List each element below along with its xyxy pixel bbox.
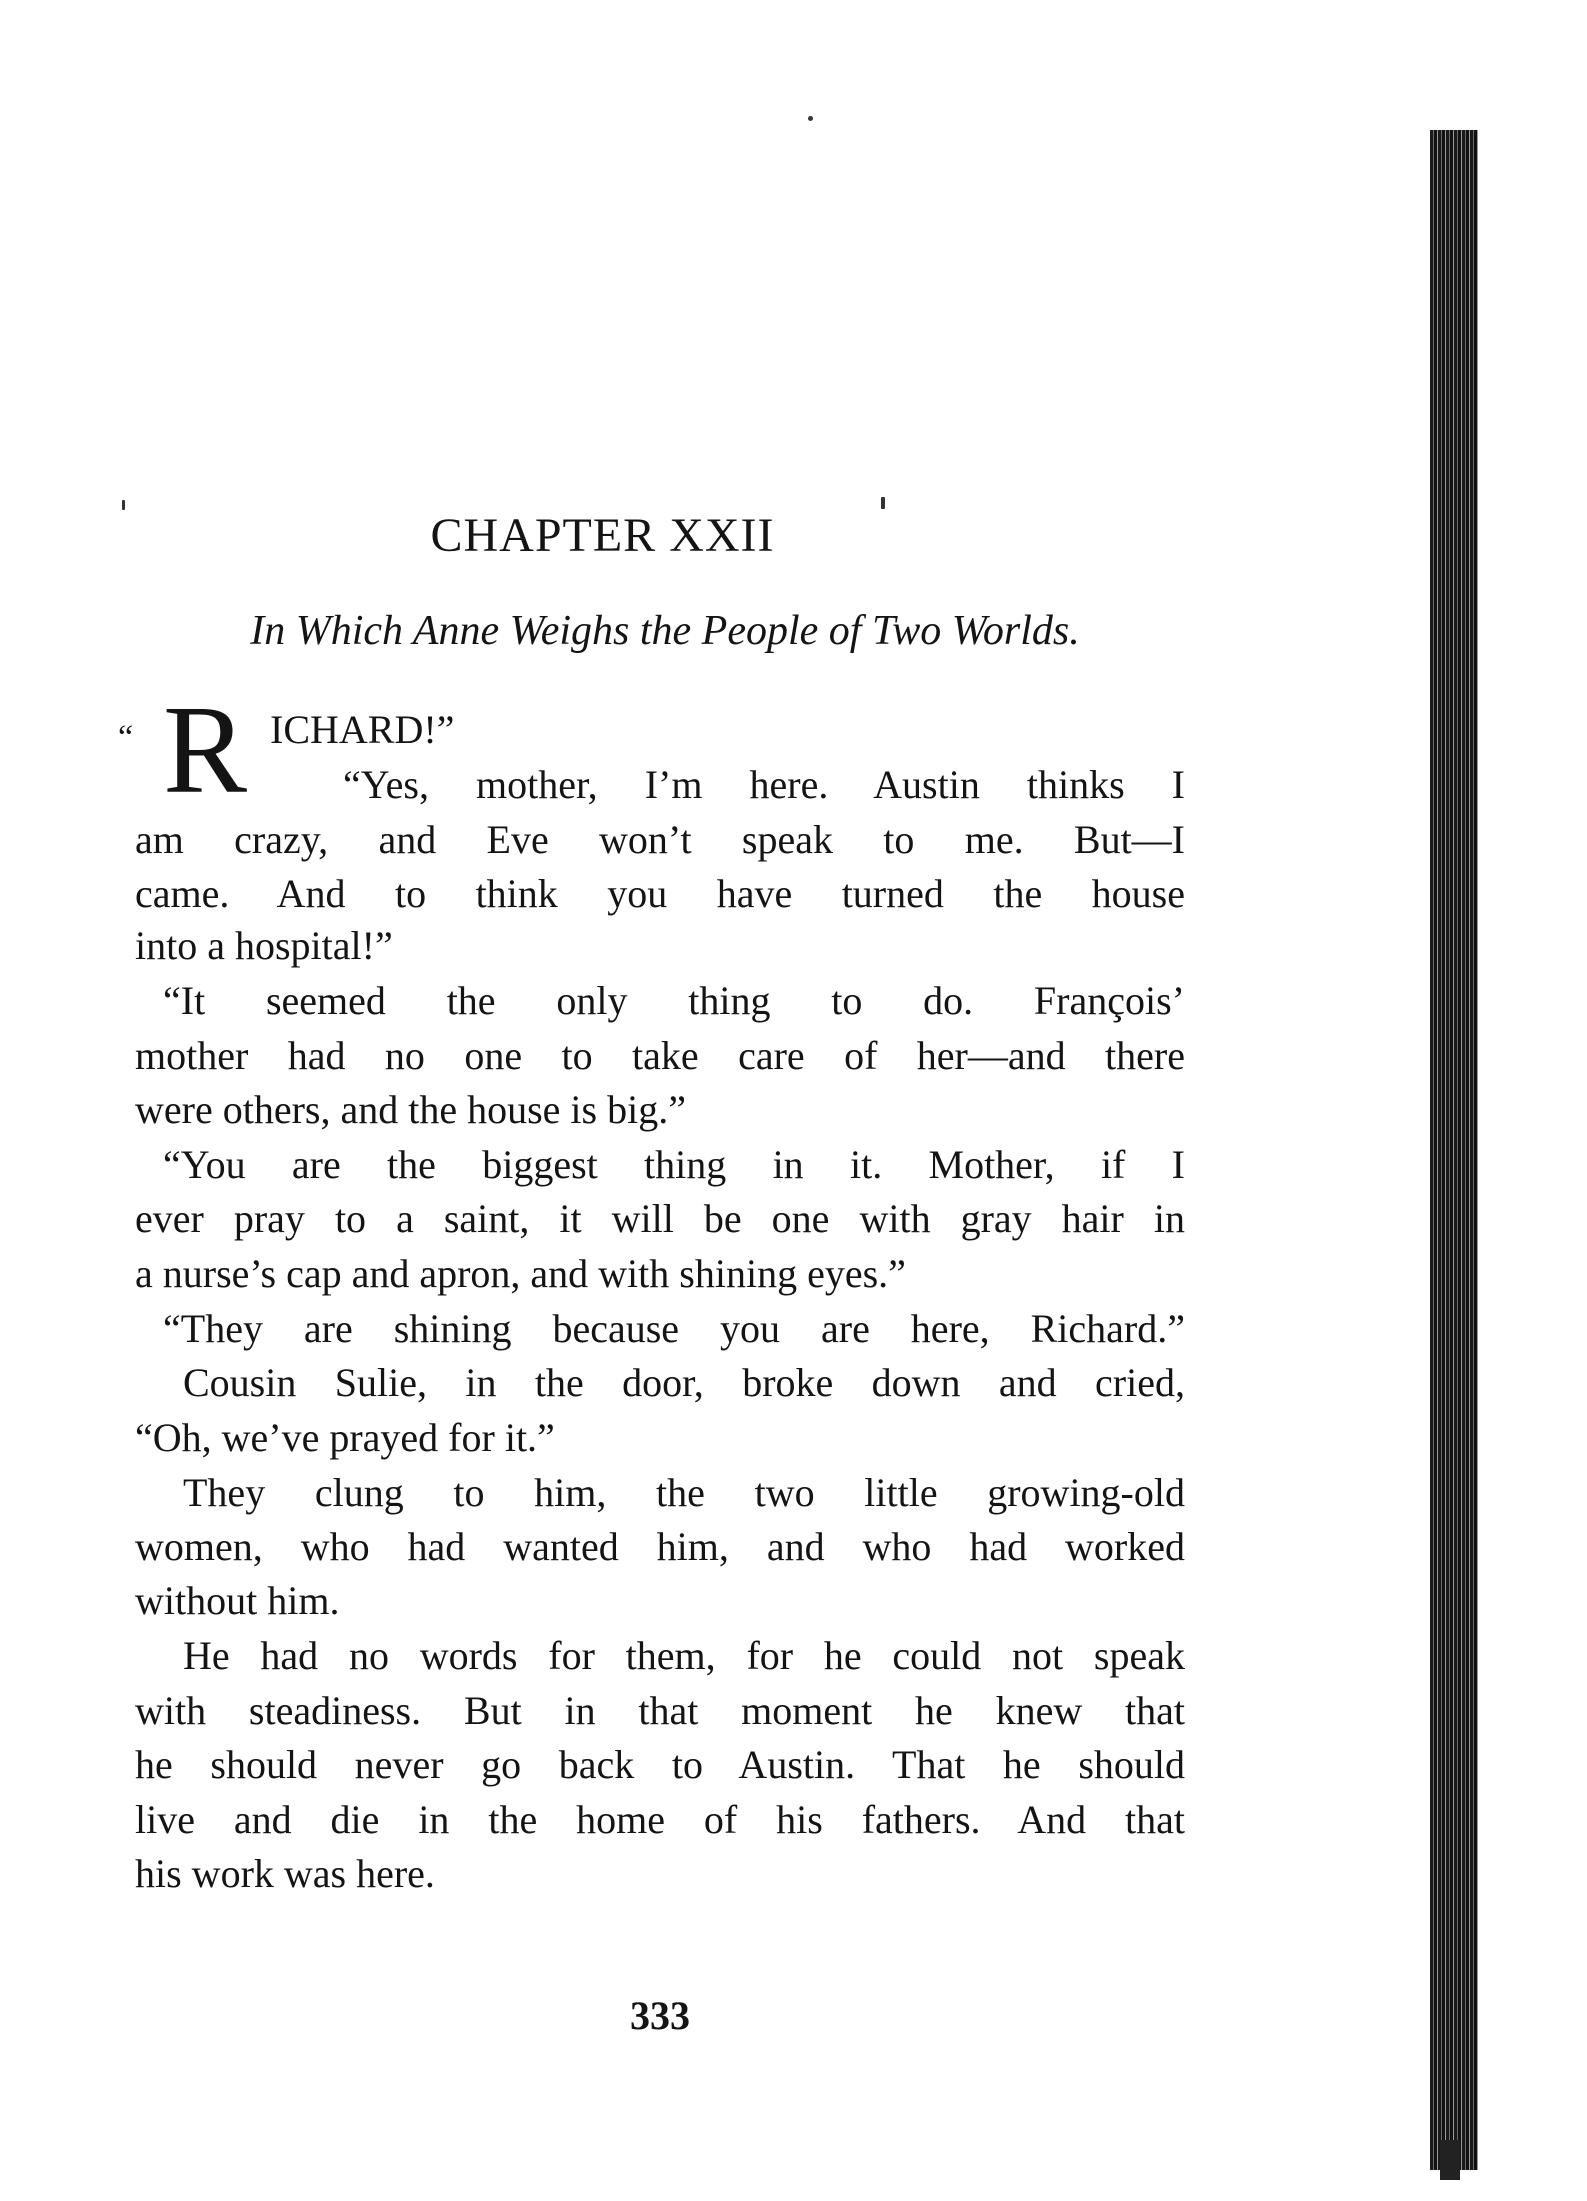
page-edge-shadow (1430, 130, 1478, 2170)
chapter-subtitle: In Which Anne Weighs the People of Two Worlds. (250, 608, 1080, 654)
text-line: “It seemed the only thing to do. François’ (163, 978, 1185, 1023)
page-number: 333 (630, 1993, 690, 2038)
text-line: were others, and the house is big.” (135, 1087, 686, 1132)
chapter-title: CHAPTER XXII (430, 509, 775, 562)
text-line: he should never go back to Austin. That he should (135, 1742, 1185, 1787)
text-line-opening: ICHARD!” (270, 707, 455, 752)
text-line: came. And to think you have turned the house (135, 871, 1185, 916)
opening-quote-mark: “ (118, 719, 134, 756)
text-line: ever pray to a saint, it will be one with gray hair in (135, 1196, 1185, 1241)
text-line: into a hospital!” (135, 923, 393, 968)
text-line: a nurse’s cap and apron, and with shining eyes.” (135, 1251, 906, 1296)
text-line: women, who had wanted him, and who had worked (135, 1524, 1185, 1569)
scan-speck (881, 497, 885, 509)
text-line: He had no words for them, for he could not speak (183, 1633, 1185, 1678)
text-line: mother had no one to take care of her—and there (135, 1033, 1185, 1078)
scan-speck (122, 500, 125, 510)
text-line: Cousin Sulie, in the door, broke down and cried, (183, 1360, 1185, 1405)
scan-speck (808, 116, 813, 121)
text-line: live and die in the home of his fathers. And that (135, 1797, 1185, 1842)
text-line: “Oh, we’ve prayed for it.” (135, 1415, 555, 1460)
text-line: They clung to him, the two little growing-old (183, 1470, 1185, 1515)
text-line: “Yes, mother, I’m here. Austin thinks I (343, 762, 1185, 807)
page-edge-bottom (1440, 2140, 1460, 2180)
text-line: am crazy, and Eve won’t speak to me. But—I (135, 817, 1185, 862)
text-line: without him. (135, 1578, 340, 1623)
drop-cap: R (163, 681, 248, 820)
text-line: “They are shining because you are here, Richard.” (163, 1306, 1185, 1351)
text-line: “You are the biggest thing in it. Mother, if I (163, 1142, 1185, 1187)
text-line: his work was here. (135, 1851, 435, 1896)
text-line: with steadiness. But in that moment he knew that (135, 1688, 1185, 1733)
